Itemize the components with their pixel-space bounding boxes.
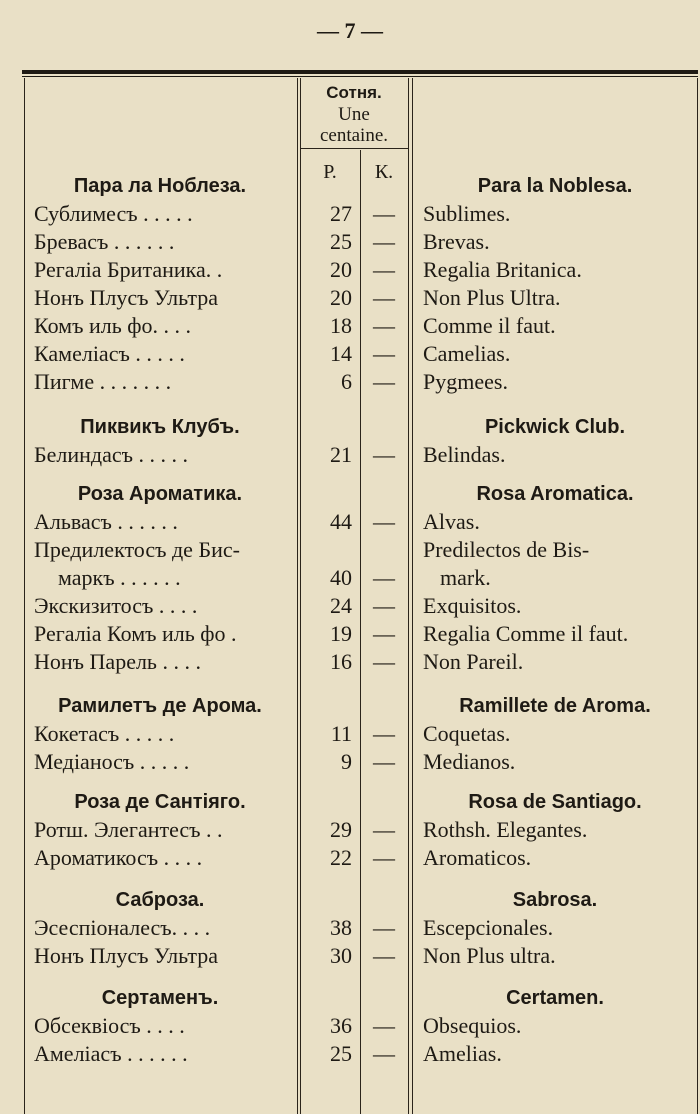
item-name-ru: Нонъ Парель . . . . (34, 649, 201, 674)
price-row (0, 844, 700, 872)
price-kop: — (373, 285, 395, 310)
item-name-es: Camelias. (423, 341, 511, 366)
price-kop: — (373, 369, 395, 394)
item-name-ru: Сублимесъ . . . . . (34, 201, 193, 226)
price-kop: — (373, 341, 395, 366)
price-row (0, 256, 700, 284)
price-kop: — (373, 509, 395, 534)
price-kop: — (373, 943, 395, 968)
item-name-ru: Медіаносъ . . . . . (34, 749, 190, 774)
item-name-es: Non Plus Ultra. (423, 285, 561, 310)
item-name-es: Aromaticos. (423, 845, 532, 870)
price-rub: 20 (330, 257, 352, 282)
price-row (0, 340, 700, 368)
item-name-es: Medianos. (423, 749, 516, 774)
item-name-es: Amelias. (423, 1041, 502, 1066)
price-row (0, 914, 700, 942)
price-kop: — (373, 593, 395, 618)
price-row (0, 441, 700, 469)
price-row (0, 1040, 700, 1068)
price-rub: 25 (330, 229, 352, 254)
price-kop: — (373, 845, 395, 870)
item-name-ru: Ротш. Элегантесъ . . (34, 817, 223, 842)
price-kop: — (373, 229, 395, 254)
price-header-fr-2: centaine. (319, 125, 389, 146)
price-row (0, 200, 700, 228)
price-rub: 16 (330, 649, 352, 674)
price-rub: 24 (330, 593, 352, 618)
price-row (0, 816, 700, 844)
item-name-es: Escepcionales. (423, 915, 554, 940)
price-rub: 20 (330, 285, 352, 310)
item-name-ru: Предилектосъ де Бис- (34, 537, 240, 562)
price-rub: 44 (330, 509, 352, 534)
price-kop: — (373, 649, 395, 674)
item-name-ru: Регаліа Комъ иль фо . (34, 621, 237, 646)
item-name-ru: Экскизитосъ . . . . (34, 593, 198, 618)
item-name-es: Obsequios. (423, 1013, 522, 1038)
price-kop: — (373, 442, 395, 467)
price-rub: 22 (330, 845, 352, 870)
item-name-ru: Пигме . . . . . . . (34, 369, 172, 394)
price-rub: 14 (330, 341, 352, 366)
price-row (0, 620, 700, 648)
heading-es: Ramillete de Aroma. (459, 695, 651, 717)
heading-es: Rosa de Santiago. (468, 791, 642, 813)
item-name-es: Regalia Britanica. (423, 257, 582, 282)
item-name-ru: маркъ . . . . . . (58, 565, 181, 590)
item-name-es: Sublimes. (423, 201, 511, 226)
top-rule (22, 70, 698, 74)
item-name-ru: Амеліасъ . . . . . . (34, 1041, 188, 1066)
price-rub: 19 (330, 621, 352, 646)
heading-ru: Рамилетъ де Арома. (58, 695, 262, 717)
price-rub: 27 (330, 201, 352, 226)
section-heading (0, 886, 700, 914)
price-kop: — (373, 749, 395, 774)
price-row (0, 284, 700, 312)
item-name-es: Brevas. (423, 229, 490, 254)
price-rub: 25 (330, 1041, 352, 1066)
heading-es: Sabrosa. (512, 889, 598, 911)
item-name-ru: Регаліа Британика. . (34, 257, 223, 282)
price-rub: 21 (330, 442, 352, 467)
price-rub: 29 (330, 817, 352, 842)
price-rub: 11 (330, 721, 352, 746)
item-name-ru: Нонъ Плусъ Ультра (34, 285, 218, 310)
item-name-ru: Эсеспіоналесъ. . . . (34, 915, 211, 940)
heading-ru: Саброза. (115, 889, 205, 911)
heading-es: Pickwick Club. (484, 416, 626, 438)
price-row (0, 648, 700, 676)
item-name-es: Comme il faut. (423, 313, 556, 338)
price-kop: — (373, 1041, 395, 1066)
heading-es: Para la Noblesa. (477, 175, 633, 197)
item-name-es: Alvas. (423, 509, 480, 534)
item-name-ru: Обсеквіосъ . . . . (34, 1013, 185, 1038)
item-name-es: Rothsh. Elegantes. (423, 817, 588, 842)
heading-ru: Пиквикъ Клубъ. (80, 416, 240, 438)
price-row (0, 536, 700, 564)
item-name-es: Exquisitos. (423, 593, 522, 618)
heading-es: Certamen. (506, 987, 604, 1009)
price-row (0, 1012, 700, 1040)
section-heading (0, 480, 700, 508)
price-kop: — (373, 721, 395, 746)
item-name-ru: Ароматикосъ . . . . (34, 845, 203, 870)
price-rub: 30 (330, 943, 352, 968)
price-kop: — (373, 1013, 395, 1038)
heading-ru: Сертаменъ. (101, 987, 219, 1009)
price-kop: — (373, 313, 395, 338)
rub-label: Р. (323, 161, 337, 183)
price-row (0, 368, 700, 396)
price-rub: 40 (330, 565, 352, 590)
item-name-ru: Нонъ Плусъ Ультра (34, 943, 218, 968)
item-name-ru: Камеліасъ . . . . . (34, 341, 185, 366)
heading-ru: Пара ла Ноблеза. (73, 175, 247, 197)
kop-label: К. (374, 161, 394, 183)
item-name-ru: Комъ иль фо. . . . (34, 313, 191, 338)
page-number: — 7 — (317, 18, 383, 43)
item-name-ru: Бревасъ . . . . . . (34, 229, 175, 254)
price-row (0, 942, 700, 970)
price-rub: 36 (330, 1013, 352, 1038)
section-heading (0, 692, 700, 720)
price-kop: — (373, 621, 395, 646)
item-name-es: Coquetas. (423, 721, 511, 746)
price-rub: 6 (341, 369, 352, 394)
price-row (0, 564, 700, 592)
section-heading (0, 984, 700, 1012)
item-name-es: Regalia Comme il faut. (423, 621, 629, 646)
section-heading (0, 172, 700, 200)
price-rub: 9 (341, 749, 352, 774)
price-rub: 18 (330, 313, 352, 338)
section-heading (0, 413, 700, 441)
item-name-es: Pygmees. (423, 369, 508, 394)
item-name-es: mark. (440, 565, 491, 590)
header-divider (300, 148, 408, 149)
price-rub: 38 (330, 915, 352, 940)
price-header-fr-1: Une (338, 104, 370, 125)
price-row (0, 228, 700, 256)
heading-ru: Роза Ароматика. (77, 483, 243, 505)
item-name-es: Non Pareil. (423, 649, 524, 674)
price-header-ru: Сотня. (326, 83, 382, 102)
section-heading (0, 788, 700, 816)
item-name-es: Non Plus ultra. (423, 943, 556, 968)
item-name-ru: Альвасъ . . . . . . (34, 509, 178, 534)
heading-ru: Роза де Сантіяго. (74, 791, 246, 813)
price-row (0, 312, 700, 340)
price-kop: — (373, 257, 395, 282)
price-row (0, 592, 700, 620)
price-row (0, 748, 700, 776)
price-row (0, 508, 700, 536)
price-kop: — (373, 201, 395, 226)
item-name-ru: Белиндасъ . . . . . (34, 442, 189, 467)
price-kop: — (373, 565, 395, 590)
price-kop: — (373, 915, 395, 940)
price-kop: — (373, 817, 395, 842)
item-name-ru: Кокетасъ . . . . . (34, 721, 175, 746)
heading-es: Rosa Aromatica. (476, 483, 634, 505)
top-rule-thin (22, 76, 698, 77)
item-name-es: Predilectos de Bis- (423, 537, 590, 562)
item-name-es: Belindas. (423, 442, 506, 467)
price-row (0, 720, 700, 748)
